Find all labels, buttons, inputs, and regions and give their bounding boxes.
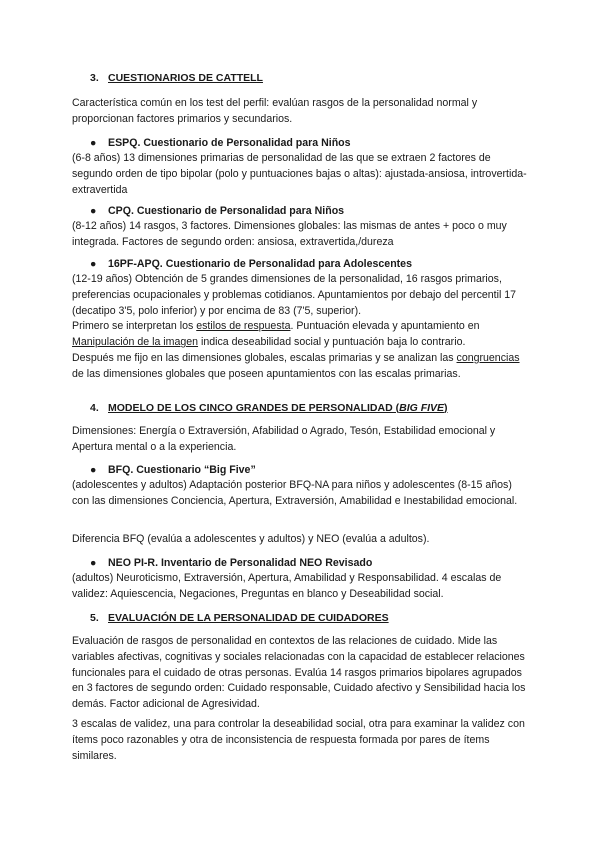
bullet-icon: ● (90, 137, 97, 149)
apq-heading: ● 16PF-APQ. Cuestionario de Personalidad para Adolescentes (90, 258, 412, 270)
neo-text: (adultos) Neuroticismo, Extraversión, Apertura, Amabilidad y Responsabilidad. 4 escalas de validez: Aquiescencia, Negaciones, Preguntas en blanco y Deseabilidad social. (72, 572, 502, 600)
cpq-text: (8-12 años) 14 rasgos, 3 factores. Dimensiones globales: las mismas de antes + poco o muy integrada. Factores de segundo orden: ansiosa, extravertida,/dureza (72, 220, 507, 248)
espq-text: (6-8 años) 13 dimensiones primarias de personalidad de las que se extraen 2 factores de segundo orden de tipo bipolar (polo y puntuaciones bajas o altas): ajustada-ansiosa, introvertida-extravertida (72, 152, 527, 196)
section-4-intro: Dimensiones: Energía o Extraversión, Afabilidad o Agrado, Tesón, Estabilidad emocional y Apertura mental o a la experiencia. (72, 425, 496, 453)
bullet-icon: ● (90, 258, 97, 270)
section-3-title: CUESTIONARIOS DE CATTELL (108, 72, 263, 84)
section-4-title: MODELO DE LOS CINCO GRANDES DE PERSONALIDAD (BIG FIVE) (108, 402, 448, 414)
bfq-heading: ● BFQ. Cuestionario “Big Five” (90, 464, 256, 476)
section-5-heading: 5. EVALUACIÓN DE LA PERSONALIDAD DE CUIDADORES (90, 612, 389, 624)
section-4-heading: 4. MODELO DE LOS CINCO GRANDES DE PERSONALIDAD (BIG FIVE) (90, 402, 448, 414)
section-5-paragraph-1: Evaluación de rasgos de personalidad en contextos de las relaciones de cuidado. Mide las variables afectivas, cognitivas y sociales relacionadas con la capacidad de establecer relaciones funcionales para el cuidado de otras personas. Evalúa 14 rasgos primarios bipolares agrupados en 3 factores de segundo orden: Cuidado responsable, Cuidado afectivo y Sensibilidad hacia los demás. Factor adicional de Agresividad. (72, 635, 526, 711)
espq-heading: ● ESPQ. Cuestionario de Personalidad para Niños (90, 137, 351, 149)
cpq-heading: ● CPQ. Cuestionario de Personalidad para Niños (90, 205, 345, 217)
section-5-title: EVALUACIÓN DE LA PERSONALIDAD DE CUIDADORES (108, 612, 389, 624)
bullet-icon: ● (90, 464, 97, 476)
bullet-icon: ● (90, 557, 97, 569)
section-5-paragraph-2: 3 escalas de validez, una para controlar la deseabilidad social, otra para examinar la validez con ítems poco razonables y otra de inconsistencia de respuesta formada por pares de ítems similares. (72, 718, 525, 762)
section-3-intro: Característica común en los test del perfil: evalúan rasgos de la personalidad normal y proporcionan factores primarios y secundarios. (72, 97, 478, 125)
bfq-text: (adolescentes y adultos) Adaptación posterior BFQ-NA para niños y adolescentes (8-15 años) con las dimensiones Conciencia, Apertura, Extraversión, Amabilidad e Inestabilidad emocional. (72, 479, 518, 507)
bfq-neo-difference: Diferencia BFQ (evalúa a adolescentes y adultos) y NEO (evalúa a adultos). (72, 533, 430, 545)
neo-heading: ● NEO PI-R. Inventario de Personalidad NEO Revisado (90, 557, 373, 569)
bullet-icon: ● (90, 205, 97, 217)
apq-text: (12-19 años) Obtención de 5 grandes dimensiones de la personalidad, 16 rasgos primarios, preferencias ocupacionales y problemas cotidianos. Apuntamientos por debajo del percentil 17 (decatipo 3'5, polo inferior) y por encima de 83 (7'5, superior). Primero se interpretan los estilos de respuesta. Puntuación elevada y apuntamiento en Manipulación de la imagen indica deseabilidad social y puntuación baja lo contrario. Después me fijo en las dimensiones globales, escalas primarias y se analizan las congruencias de las dimensiones globales que poseen apuntamientos con las escalas primarias. (72, 273, 520, 380)
section-3-heading: 3. CUESTIONARIOS DE CATTELL (90, 72, 263, 84)
